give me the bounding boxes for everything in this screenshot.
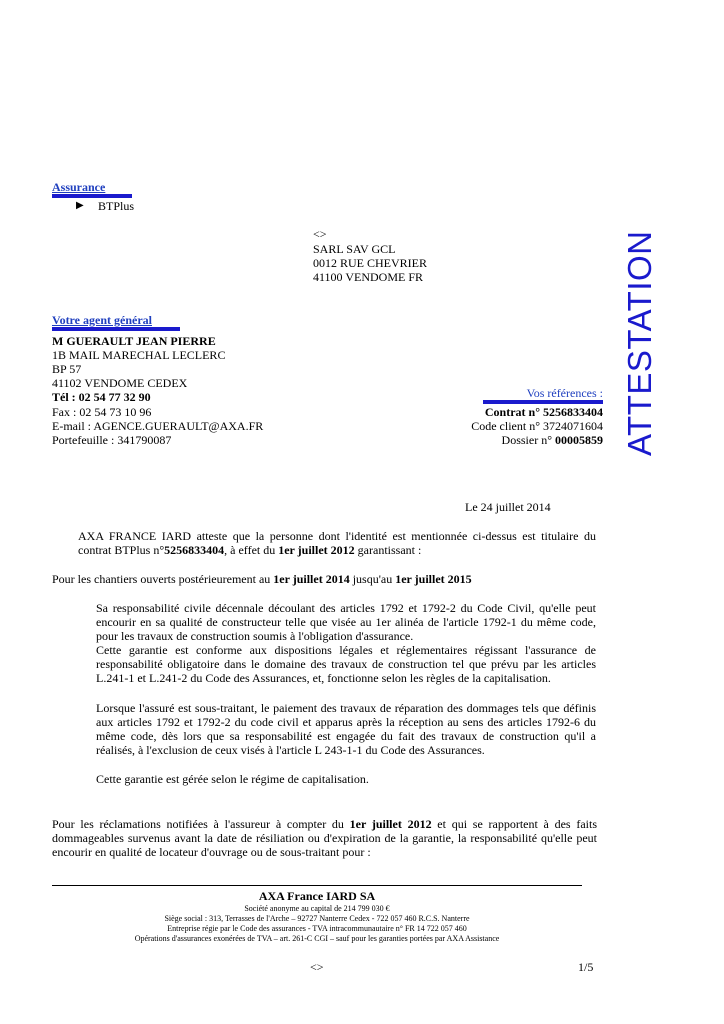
product-name: BTPlus xyxy=(98,199,135,213)
paragraph-line: encourir en sa qualité de constructeur telle que visée au 1er alinéa de l'article 1792-1 du même code, xyxy=(96,615,596,629)
section-title-assurance: Assurance xyxy=(52,180,106,194)
references-title: Vos références : xyxy=(526,386,603,400)
paragraph-line: pour les travaux de construction soumis à l'obligation d'assurance. xyxy=(96,629,414,643)
paragraph-line: Cette garantie est conforme aux dispositions légales et réglementaires régissant l'assurance de xyxy=(96,643,596,657)
agent-address-2: BP 57 xyxy=(52,362,82,376)
paragraph-line: Lorsque l'assuré est sous-traitant, le paiement des travaux de réparation des dommages tels que définis xyxy=(96,701,596,715)
triangle-right-icon: ▶ xyxy=(76,200,84,211)
recipient-ref-marker: <> xyxy=(313,227,327,241)
agent-tel: Tél : 02 54 77 32 90 xyxy=(52,390,151,404)
intro-line-1: AXA FRANCE IARD atteste que la personne dont l'identité est mentionnée ci-dessus est titulaire du xyxy=(78,529,596,543)
client-code: Code client n° 3724071604 xyxy=(471,419,603,433)
intro-line-2: contrat BTPlus n°5256833404, à effet du 1er juillet 2012 garantissant : xyxy=(78,543,422,557)
footer-line-2: Siège social : 313, Terrasses de l'Arche – 92727 Nanterre Cedex - 722 057 460 R.C.S. Nanterre xyxy=(164,914,470,923)
page-number: 1/5 xyxy=(578,960,594,974)
paragraph-line: L.241-1 et L.241-2 du Code des Assurances, et, fonctionne selon les règles de la capitalisation. xyxy=(96,671,551,685)
references-underline-bar xyxy=(483,400,603,404)
section-underline-bar xyxy=(52,194,132,198)
paragraph-rc-decennale xyxy=(96,601,596,685)
recipient-line-3: 41100 VENDOME FR xyxy=(313,270,424,284)
agent-fax: Fax : 02 54 73 10 96 xyxy=(52,405,152,419)
paragraph-line: même code, dès lors que sa responsabilité est engagée du fait des travaux de construction qu'il a xyxy=(96,729,596,743)
agent-address-1: 1B MAIL MARECHAL LECLERC xyxy=(52,348,226,362)
chantiers-period: Pour les chantiers ouverts postérieurement au 1er juillet 2014 jusqu'au 1er juillet 2015 xyxy=(52,572,472,586)
footer-line-3: Entreprise régie par le Code des assurances - TVA intracommunautaire n° FR 14 722 057 460 xyxy=(167,924,467,933)
paragraph-line: réalisés, à l'exclusion de ceux visés à l'article L 243-1-1 du Code des Assurances. xyxy=(96,743,485,757)
paragraph-reclamations xyxy=(52,817,597,859)
agent-address-3: 41102 VENDOME CEDEX xyxy=(52,376,188,390)
paragraph-line: dommageables survenus avant la date de résiliation ou d'expiration de la garantie, la responsabilité qu'elle peut xyxy=(52,831,597,845)
recipient-line-1: SARL SAV GCL xyxy=(313,242,396,256)
contract-number: Contrat n° 5256833404 xyxy=(484,405,603,419)
attestation-side-title: ATTESTATION xyxy=(621,230,658,456)
footer-divider xyxy=(52,885,582,886)
paragraph-capitalisation: Cette garantie est gérée selon le régime de capitalisation. xyxy=(96,772,369,786)
paragraph-line: responsabilité obligatoire dans le domaine des travaux de construction tel que prévu par les articles xyxy=(96,657,596,671)
recipient-line-2: 0012 RUE CHEVRIER xyxy=(313,256,427,270)
agent-name: M GUERAULT JEAN PIERRE xyxy=(52,334,216,348)
dossier-number: Dossier n° 00005859 xyxy=(501,433,603,447)
section-title-agent: Votre agent général xyxy=(52,313,152,327)
footer-company: AXA France IARD SA xyxy=(258,889,376,903)
footer-line-1: Société anonyme au capital de 214 799 030 € xyxy=(244,904,390,913)
footer-ref-marker: <> xyxy=(310,960,324,974)
paragraph-line: Sa responsabilité civile décennale découlant des articles 1792 et 1792-2 du Code Civil, qu'elle peut xyxy=(96,601,596,615)
agent-email: E-mail : AGENCE.GUERAULT@AXA.FR xyxy=(52,419,264,433)
agent-portfolio: Portefeuille : 341790087 xyxy=(52,433,172,447)
letter-date: Le 24 juillet 2014 xyxy=(465,500,551,514)
paragraph-line: Pour les réclamations notifiées à l'assureur à compter du 1er juillet 2012 et qui se rapportent à des faits xyxy=(52,817,597,831)
footer-line-4: Opérations d'assurances exonérées de TVA – art. 261-C CGI – sauf pour les garanties portées par AXA Assistance xyxy=(134,934,500,943)
paragraph-sous-traitant xyxy=(96,701,596,757)
paragraph-line: encourir en qualité de locateur d'ouvrage ou de sous-traitant pour : xyxy=(52,845,371,859)
paragraph-line: aux articles 1792 et 1792-2 du code civil et apparus après la réception au sens des articles 1792-6 du xyxy=(96,715,596,729)
agent-underline-bar xyxy=(52,327,180,331)
